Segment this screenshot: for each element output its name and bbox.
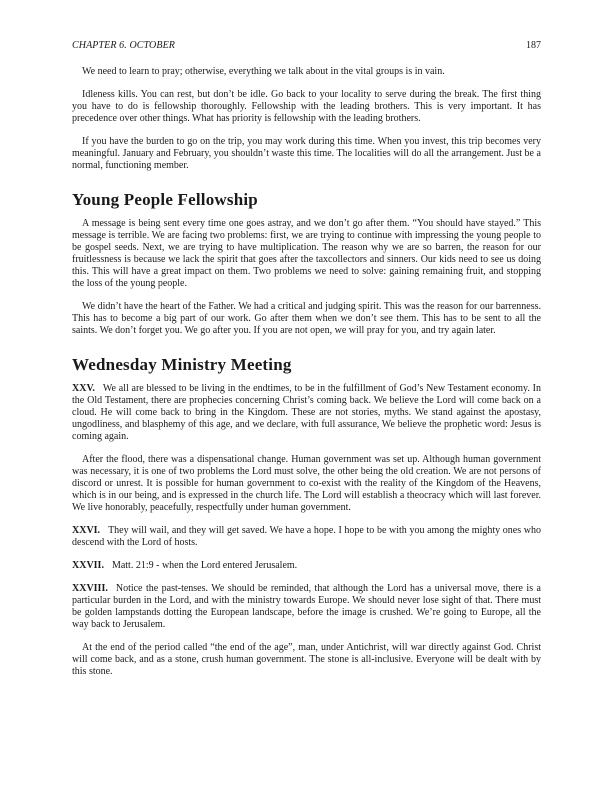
item-text: Notice the past-tenses. We should be reminded, that although the Lord has a universal move, there is a particular burden in the Lord, and with the ministry towards Europe. We should never lose sight of that. There must be golden lampstands dotting the European landscape, before the image is crushed. We’re going to Europe, all the way back to Jerusalem. <box>72 583 541 630</box>
numbered-paragraph-xxviii <box>72 583 541 631</box>
item-text: They will wail, and they will get saved. We have a hope. I hope to be with you among the mighty ones who descend with the Lord of hosts. <box>72 525 541 548</box>
numbered-paragraph-xxvii <box>72 560 541 572</box>
section-paragraph: After the flood, there was a dispensational change. Human government was set up. Although human government was necessary, it is one of two problems the Lord must solve, the other being the old creation. We are not persons of discord or unrest. It is possible for human government to co-exist with the reality of the Kingdom of the Heavens, which is in our being, and is expressed in the church life. The Lord will establish a theocracy which will last forever. We live honorably, peacefully, respectfully under human government. <box>72 454 541 513</box>
item-text: Matt. 21:9 - when the Lord entered Jerusalem. <box>111 560 298 571</box>
section-wednesday-ministry-meeting <box>72 355 541 678</box>
intro-paragraph-2: Idleness kills. You can rest, but don’t be idle. Go back to your locality to serve during the break. The first thing you have to do is fellowship thoroughly. Fellowship with the leading brothers. This is very important. It has precedence over other things. What has priority is fellowship with the leading brothers. <box>72 89 541 124</box>
section-paragraph: We didn’t have the heart of the Father. We had a critical and judging spirit. This was the reason for our barrenness. This has to become a big part of our work. Go after them when we don’t see them. This has to be sent to all the saints. We don’t forget you. We go after you. If you are not open, we will pray for you, and try again later. <box>72 301 541 336</box>
item-number: XXVII. <box>72 560 104 571</box>
chapter-title: CHAPTER 6. OCTOBER <box>72 40 176 51</box>
intro-paragraph-3: If you have the burden to go on the trip, you may work during this time. When you invest, this trip becomes very meaningful. January and February, you shouldn’t waste this time. The localities will do all the arrangement. Just be a normal, functioning member. <box>72 136 541 171</box>
item-number: XXV. <box>72 383 95 394</box>
intro-paragraph-1: We need to learn to pray; otherwise, everything we talk about in the vital groups is in vain. <box>82 66 445 77</box>
item-number: XXVI. <box>72 525 101 536</box>
item-text: We all are blessed to be living in the endtimes, to be in the fulfillment of God’s New Testament economy. In the Old Testament, there are prophecies concerning Christ’s coming back. We believe the Lord will come back on a cloud. He will come back to bring in the Kingdom. These are not stories, myths. We stand against the apostasy, ungodliness, and blasphemy of this age, and we declare, with full assurance, We believe the prophetic word: Jesus is coming again. <box>72 383 541 442</box>
numbered-paragraph-xxvi <box>72 525 541 549</box>
numbered-paragraph-xxv <box>72 383 541 443</box>
section-paragraph: A message is being sent every time one goes astray, and we don’t go after them. “You should have stayed.” This message is terrible. We are facing two problems: first, we are trying to continue with impressing the young people to be gospel seeds. Next, we are trying to have multiplication. The reason why we are so barren, the reason for our fruitlessness is because we lack the spirit that goes after the taxcollectors and sinners. Our kids need to see us doing this. This will have a great impact on them. Two problems we need to solve: gaining remaining fruit, and stopping the loss of the young people. <box>72 218 541 289</box>
running-header <box>72 40 541 52</box>
page-number: 187 <box>526 40 541 51</box>
section-paragraph: At the end of the period called “the end of the age”, man, under Antichrist, will war directly against God. Christ will come back, and as a stone, crush human government. The stone is all-inclusive. Everyone will be dealt with by this stone. <box>72 642 541 677</box>
document-page <box>72 40 541 689</box>
page-content <box>72 66 541 678</box>
section-heading: Young People Fellowship <box>72 190 258 209</box>
section-heading: Wednesday Ministry Meeting <box>72 355 292 374</box>
item-number: XXVIII. <box>72 583 108 594</box>
section-young-people-fellowship <box>72 190 541 337</box>
